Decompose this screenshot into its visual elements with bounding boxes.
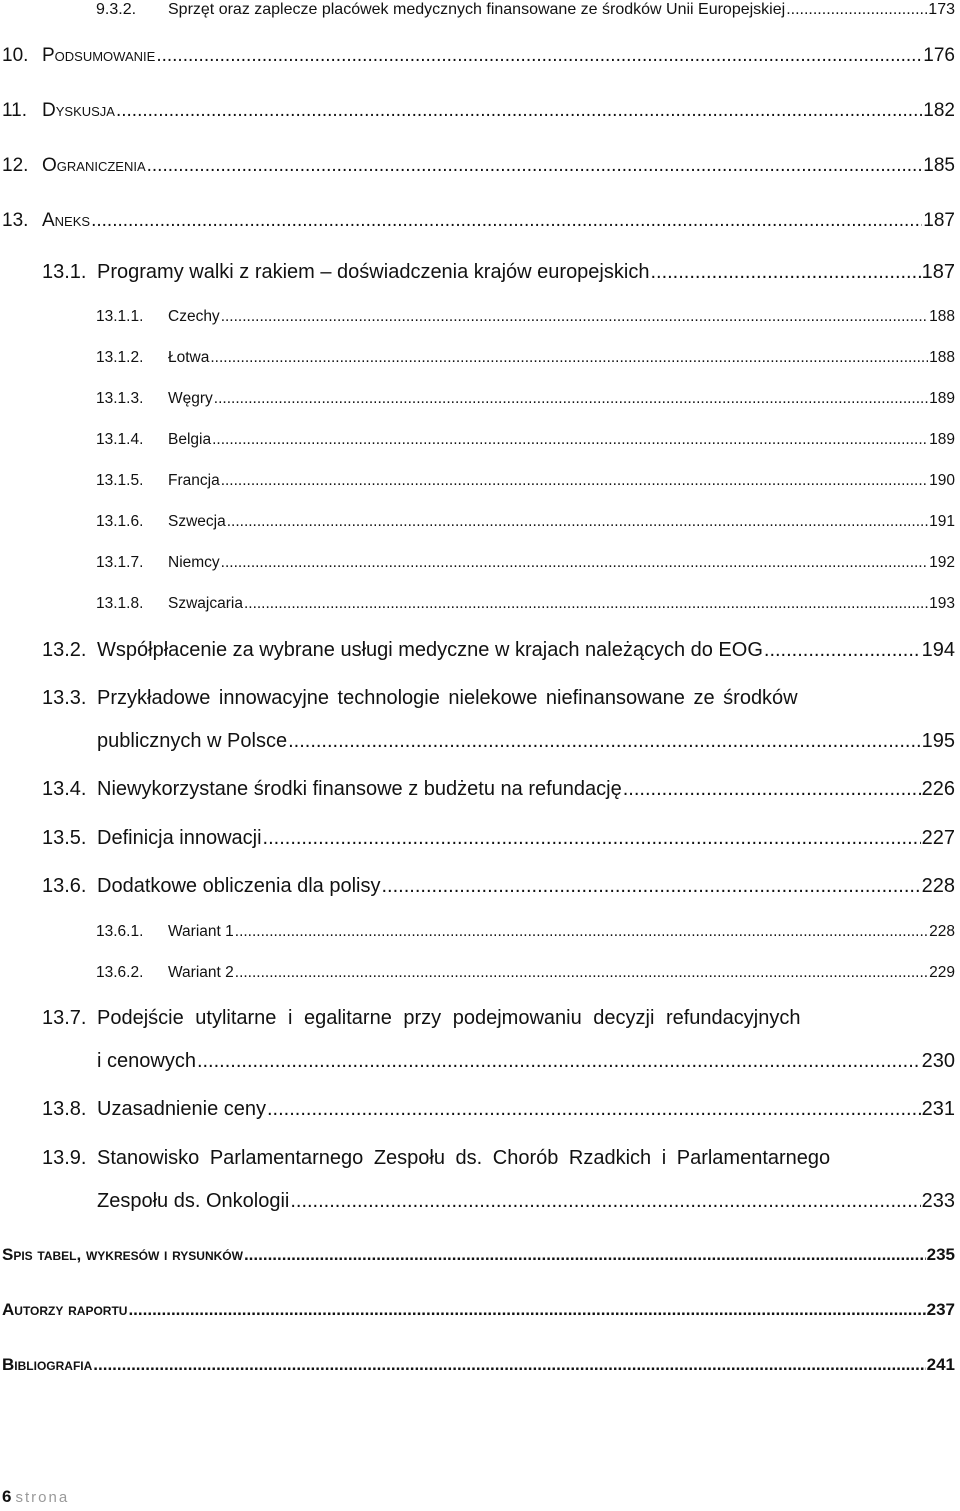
toc-entry-title: Współpłacenie za wybrane usługi medyczne w krajach należących do EOG — [97, 639, 763, 661]
toc-entry-number: 13.1.3. — [96, 390, 144, 407]
toc-entry-10[interactable] — [2, 45, 955, 68]
toc-entry-number: 9.3.2. — [96, 1, 137, 18]
footer-label: strona — [15, 1489, 70, 1506]
toc-entry-13-9-line1[interactable] — [42, 1146, 955, 1170]
toc-entry-page: 189 — [929, 390, 955, 407]
toc-leader-dots — [128, 1300, 925, 1320]
toc-entry-title: Wariant 1 — [168, 923, 234, 940]
toc-entry-title-line1: Przykładowe innowacyjne technologie nielekowe niefinansowane ze środków — [97, 687, 798, 709]
toc-leader-dots — [116, 100, 922, 123]
toc-entry-13-7-line2[interactable] — [97, 1049, 955, 1073]
toc-entry-title: Dyskusja — [42, 100, 115, 121]
toc-entry-title: Niewykorzystane środki finansowe z budżetu na refundację — [97, 778, 622, 800]
toc-entry-13-9-line2[interactable] — [97, 1189, 955, 1213]
toc-entry-number: 13.1. — [42, 261, 87, 283]
toc-entry-page: 194 — [921, 639, 955, 661]
toc-leader-dots — [93, 1355, 925, 1375]
toc-entry-13-3-line1[interactable] — [42, 686, 955, 710]
toc-entry-page: 228 — [929, 923, 955, 940]
toc-entry-9-3-2[interactable] — [96, 0, 955, 19]
toc-entry-number: 13.1.8. — [96, 595, 144, 612]
toc-entry-13-1-5[interactable] — [96, 472, 955, 491]
toc-entry-13-1-4[interactable] — [96, 431, 955, 450]
toc-entry-page: 230 — [921, 1050, 955, 1072]
toc-entry-13-1-3[interactable] — [96, 390, 955, 409]
toc-entry-number: 13.6.2. — [96, 964, 144, 981]
toc-entry-page: 233 — [921, 1190, 955, 1212]
toc-entry-13-8[interactable] — [42, 1097, 955, 1121]
toc-leader-dots — [235, 964, 928, 983]
toc-entry-number: 13.1.1. — [96, 308, 144, 325]
toc-entry-title: Programy walki z rakiem – doświadczenia krajów europejskich — [97, 261, 650, 283]
toc-entry-title: Ograniczenia — [42, 155, 146, 176]
toc-leader-dots — [227, 513, 928, 532]
toc-leader-dots — [214, 390, 928, 409]
toc-entry-13-5[interactable] — [42, 826, 955, 850]
toc-leader-dots — [267, 1097, 921, 1121]
toc-entry-page: 188 — [929, 308, 955, 325]
toc-entry-page: 173 — [928, 1, 955, 18]
toc-entry-title-line1: Podejście utylitarne i egalitarne przy podejmowaniu decyzji refundacyjnych — [97, 1007, 801, 1029]
toc-leader-dots — [91, 210, 922, 233]
toc-entry-13-1-8[interactable] — [96, 595, 955, 614]
toc-entry-number: 13.8. — [42, 1098, 87, 1120]
footer-page-number: 6 — [2, 1487, 12, 1506]
toc-entry-number: 11. — [2, 100, 28, 121]
toc-entry-page: 195 — [921, 730, 955, 752]
toc-entry-13-3-line2[interactable] — [97, 729, 955, 753]
toc-leader-dots — [288, 729, 921, 753]
toc-entry-13-1-2[interactable] — [96, 349, 955, 368]
toc-entry-number: 10. — [2, 45, 29, 66]
toc-entry-page: 237 — [926, 1300, 955, 1319]
toc-entry-title: Szwajcaria — [168, 595, 243, 612]
toc-entry-number: 13. — [2, 210, 29, 231]
toc-entry-number: 13.1.7. — [96, 554, 144, 571]
toc-leader-dots — [147, 155, 923, 178]
toc-entry-13[interactable] — [2, 210, 955, 233]
toc-entry-page: 226 — [921, 778, 955, 800]
toc-entry-title: Szwecja — [168, 513, 226, 530]
toc-entry-title: Sprzęt oraz zaplecze placówek medycznych finansowane ze środków Unii Europejskiej — [168, 1, 786, 18]
toc-entry-title: Podsumowanie — [42, 45, 156, 66]
toc-leader-dots — [290, 1189, 920, 1213]
toc-entry-number: 12. — [2, 155, 29, 176]
toc-entry-13-6-2[interactable] — [96, 964, 955, 983]
toc-entry-title: Belgia — [168, 431, 212, 448]
toc-entry-number: 13.1.5. — [96, 472, 144, 489]
toc-entry-13-7-line1[interactable] — [42, 1006, 955, 1030]
toc-entry-number: 13.1.4. — [96, 431, 144, 448]
toc-entry-autorzy[interactable] — [2, 1300, 955, 1320]
toc-entry-page: 190 — [929, 472, 955, 489]
toc-leader-dots — [263, 826, 921, 850]
toc-entry-title: Uzasadnienie ceny — [97, 1098, 266, 1120]
toc-entry-title: Francja — [168, 472, 220, 489]
toc-entry-bibliografia[interactable] — [2, 1355, 955, 1375]
toc-entry-title-line2: publicznych w Polsce — [97, 730, 288, 752]
page-footer — [2, 1487, 69, 1507]
toc-entry-title-line1: Stanowisko Parlamentarnego Zespołu ds. Chorób Rzadkich i Parlamentarnego — [97, 1147, 831, 1169]
toc-entry-title: Łotwa — [168, 349, 210, 366]
toc-entry-title: Czechy — [168, 308, 220, 325]
toc-entry-spis-tabel[interactable] — [2, 1245, 955, 1265]
toc-leader-dots — [235, 923, 928, 942]
toc-entry-13-6-1[interactable] — [96, 923, 955, 942]
toc-entry-page: 192 — [929, 554, 955, 571]
toc-entry-number: 13.6. — [42, 875, 87, 897]
toc-entry-number: 13.1.2. — [96, 349, 144, 366]
toc-entry-page: 235 — [926, 1245, 955, 1264]
toc-entry-title: Dodatkowe obliczenia dla polisy — [97, 875, 381, 897]
toc-leader-dots — [221, 472, 928, 491]
toc-entry-page: 185 — [923, 155, 955, 176]
toc-leader-dots — [197, 1049, 921, 1073]
toc-entry-page: 241 — [926, 1355, 955, 1374]
toc-entry-13-6[interactable] — [42, 874, 955, 898]
toc-leader-dots — [623, 777, 921, 801]
toc-entry-13-1-1[interactable] — [96, 308, 955, 327]
toc-entry-page: 188 — [929, 349, 955, 366]
toc-entry-title-line2: i cenowych — [97, 1050, 196, 1072]
toc-entry-number: 13.3. — [42, 687, 87, 709]
toc-entry-title: Autorzy raportu — [2, 1300, 128, 1319]
toc-entry-title: Bibliografia — [2, 1355, 93, 1374]
toc-entry-page: 229 — [929, 964, 955, 981]
toc-entry-title-line2: Zespołu ds. Onkologii — [97, 1190, 290, 1212]
toc-entry-number: 13.4. — [42, 778, 87, 800]
toc-entry-page: 176 — [923, 45, 955, 66]
toc-leader-dots — [382, 874, 921, 898]
toc-entry-13-2[interactable] — [42, 638, 955, 662]
toc-entry-number: 13.6.1. — [96, 923, 144, 940]
toc-entry-page: 187 — [923, 210, 955, 231]
toc-entry-title: Aneks — [42, 210, 91, 231]
toc-entry-13-4[interactable] — [42, 777, 955, 801]
toc-entry-number: 13.1.6. — [96, 513, 144, 530]
toc-entry-page: 227 — [921, 827, 955, 849]
toc-entry-13-1-7[interactable] — [96, 554, 955, 573]
toc-leader-dots — [221, 308, 928, 327]
toc-entry-number: 13.9. — [42, 1147, 87, 1169]
toc-entry-page: 191 — [929, 513, 955, 530]
toc-leader-dots — [210, 349, 928, 368]
toc-leader-dots — [221, 554, 928, 573]
toc-leader-dots — [244, 1245, 926, 1265]
toc-entry-title: Definicja innowacji — [97, 827, 262, 849]
toc-entry-page: 187 — [921, 261, 955, 283]
toc-entry-page: 182 — [923, 100, 955, 121]
toc-leader-dots — [156, 45, 922, 68]
toc-entry-title: Spis tabel, wykresów i rysunków — [2, 1245, 243, 1264]
toc-entry-11[interactable] — [2, 100, 955, 123]
toc-leader-dots — [764, 638, 921, 662]
toc-entry-number: 13.7. — [42, 1007, 87, 1029]
toc-entry-12[interactable] — [2, 155, 955, 178]
toc-entry-page: 228 — [921, 875, 955, 897]
toc-entry-number: 13.2. — [42, 639, 87, 661]
toc-entry-13-1-6[interactable] — [96, 513, 955, 532]
toc-leader-dots — [786, 0, 927, 19]
toc-entry-number: 13.5. — [42, 827, 87, 849]
toc-entry-page: 193 — [929, 595, 955, 612]
toc-leader-dots — [244, 595, 928, 614]
toc-entry-title: Niemcy — [168, 554, 220, 571]
toc-leader-dots — [212, 431, 928, 450]
toc-entry-13-1[interactable] — [42, 260, 955, 284]
toc-leader-dots — [650, 260, 920, 284]
toc-entry-page: 231 — [921, 1098, 955, 1120]
toc-entry-page: 189 — [929, 431, 955, 448]
toc-entry-title: Węgry — [168, 390, 213, 407]
toc-entry-title: Wariant 2 — [168, 964, 234, 981]
